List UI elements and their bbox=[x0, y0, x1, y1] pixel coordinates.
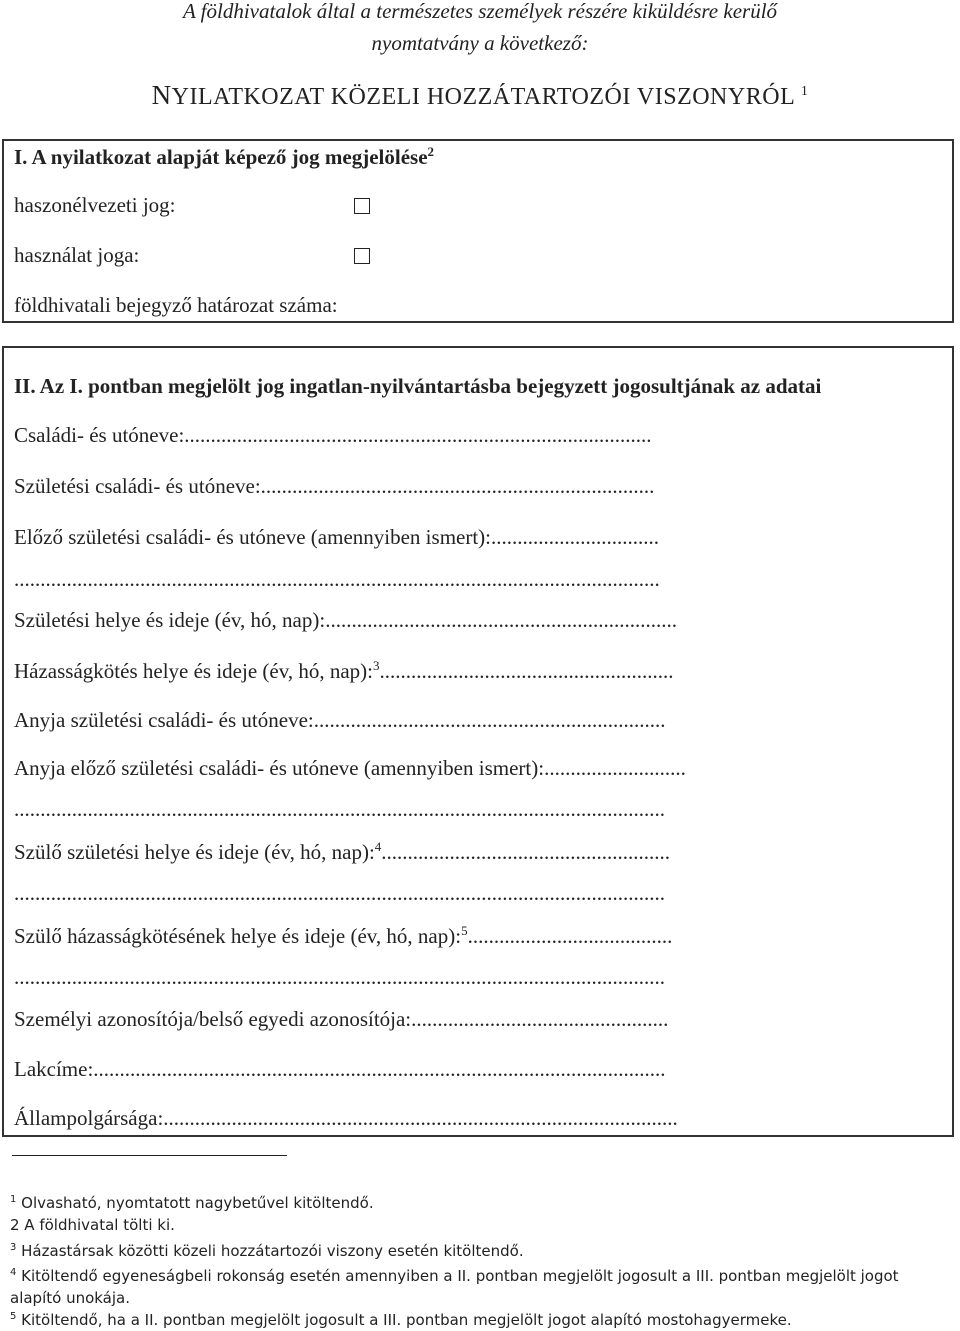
intro-line-1: A földhivatalok által a természetes személyek részére kiküldésre kerülő bbox=[182, 0, 778, 23]
use-right-checkbox[interactable] bbox=[354, 248, 370, 264]
field-birth-place-date[interactable]: Születési helye és ideje (év, hó, nap):................................................................... bbox=[14, 608, 677, 632]
field-parent-birth-place-date-continued[interactable]: ............................................................................................................................ bbox=[14, 881, 665, 905]
section-1-heading: I. A nyilatkozat alapját képező jog megjelölése$^2$ bbox=[14, 144, 435, 169]
field-parent-birth-place-date[interactable]: Szülő születési helye és ideje (év, hó, nap):$^4$....................................................... bbox=[14, 839, 671, 864]
footnote-5: $^5$ Kitöltendő, ha a II. pontban megjelölt jogosult a III. pontban megjelölt jogot alapító mostohagyermeke. bbox=[10, 1311, 792, 1329]
field-citizenship[interactable]: Állampolgársága:.................................................................................................. bbox=[14, 1106, 678, 1130]
footnote-3: $^3$ Házastársak közötti közeli hozzátartozói viszony esetén kitöltendő. bbox=[10, 1242, 524, 1260]
field-previous-birth-name[interactable]: Előző születési családi- és utóneve (amennyiben ismert):................................ bbox=[14, 525, 660, 549]
footnote-1: $^1$ Olvasható, nyomtatott nagybetűvel kitöltendő. bbox=[10, 1194, 374, 1212]
field-previous-birth-name-continued[interactable]: ........................................................................................................................... bbox=[14, 567, 660, 591]
field-parent-marriage-place-date[interactable]: Szülő házasságkötésének helye és ideje (év, hó, nap):$^5$....................................... bbox=[14, 923, 673, 948]
title-text: YILATKOZAT KÖZELI HOZZÁTARTOZÓI VISZONYRÓL bbox=[171, 84, 795, 110]
field-mother-previous-birth-name[interactable]: Anyja előző születési családi- és utóneve (amennyiben ismert):........................... bbox=[14, 756, 686, 780]
section-1-footnote-ref: 2 bbox=[427, 144, 435, 159]
section-2-heading: II. Az I. pontban megjelölt jog ingatlan-nyilvántartásba bejegyzett jogosultjának az adatai bbox=[14, 374, 822, 398]
field-parent-marriage-place-date-continued[interactable]: ............................................................................................................................ bbox=[14, 965, 665, 989]
footnote-ref-4: 4 bbox=[374, 839, 382, 854]
section-2-box bbox=[2, 346, 954, 1137]
intro-line-2: nyomtatvány a következő: bbox=[371, 31, 589, 55]
footnote-2: 2 A földhivatal tölti ki. bbox=[10, 1216, 175, 1234]
usufruct-checkbox[interactable] bbox=[354, 198, 370, 214]
section-1-box bbox=[2, 139, 954, 323]
field-use-right-label: használat joga: bbox=[14, 243, 140, 267]
field-family-name[interactable]: Családi- és utóneve:......................................................................................... bbox=[14, 423, 652, 447]
field-marriage-place-date[interactable]: Házasságkötés helye és ideje (év, hó, nap):$^3$........................................................ bbox=[14, 658, 674, 683]
field-birth-name[interactable]: Születési családi- és utóneve:........................................................................... bbox=[14, 474, 655, 498]
field-personal-id[interactable]: Személyi azonosítója/belső egyedi azonosítója:................................................. bbox=[14, 1007, 669, 1031]
field-mother-birth-name[interactable]: Anyja születési családi- és utóneve:................................................................... bbox=[14, 708, 666, 732]
field-usufruct-label: haszonélvezeti jog: bbox=[14, 193, 176, 217]
footnote-ref-3: 3 bbox=[373, 658, 380, 673]
footnote-4: $^4$ Kitöltendő egyeneságbeli rokonság esetén amennyiben a II. pontban megjelölt jogosult a III. pontban megjelölt jogot alapító unokája. bbox=[10, 1267, 899, 1307]
field-address[interactable]: Lakcíme:............................................................................................................. bbox=[14, 1057, 666, 1081]
footnote-separator bbox=[12, 1155, 287, 1156]
title-footnote-ref: 1 bbox=[800, 84, 809, 99]
title-first-letter: N bbox=[151, 80, 172, 110]
footnote-ref-5: 5 bbox=[461, 923, 468, 938]
field-resolution-number-label: földhivatali bejegyző határozat száma: bbox=[14, 293, 338, 317]
document-title bbox=[0, 80, 960, 111]
field-mother-previous-birth-name-continued[interactable]: ............................................................................................................................ bbox=[14, 797, 665, 821]
